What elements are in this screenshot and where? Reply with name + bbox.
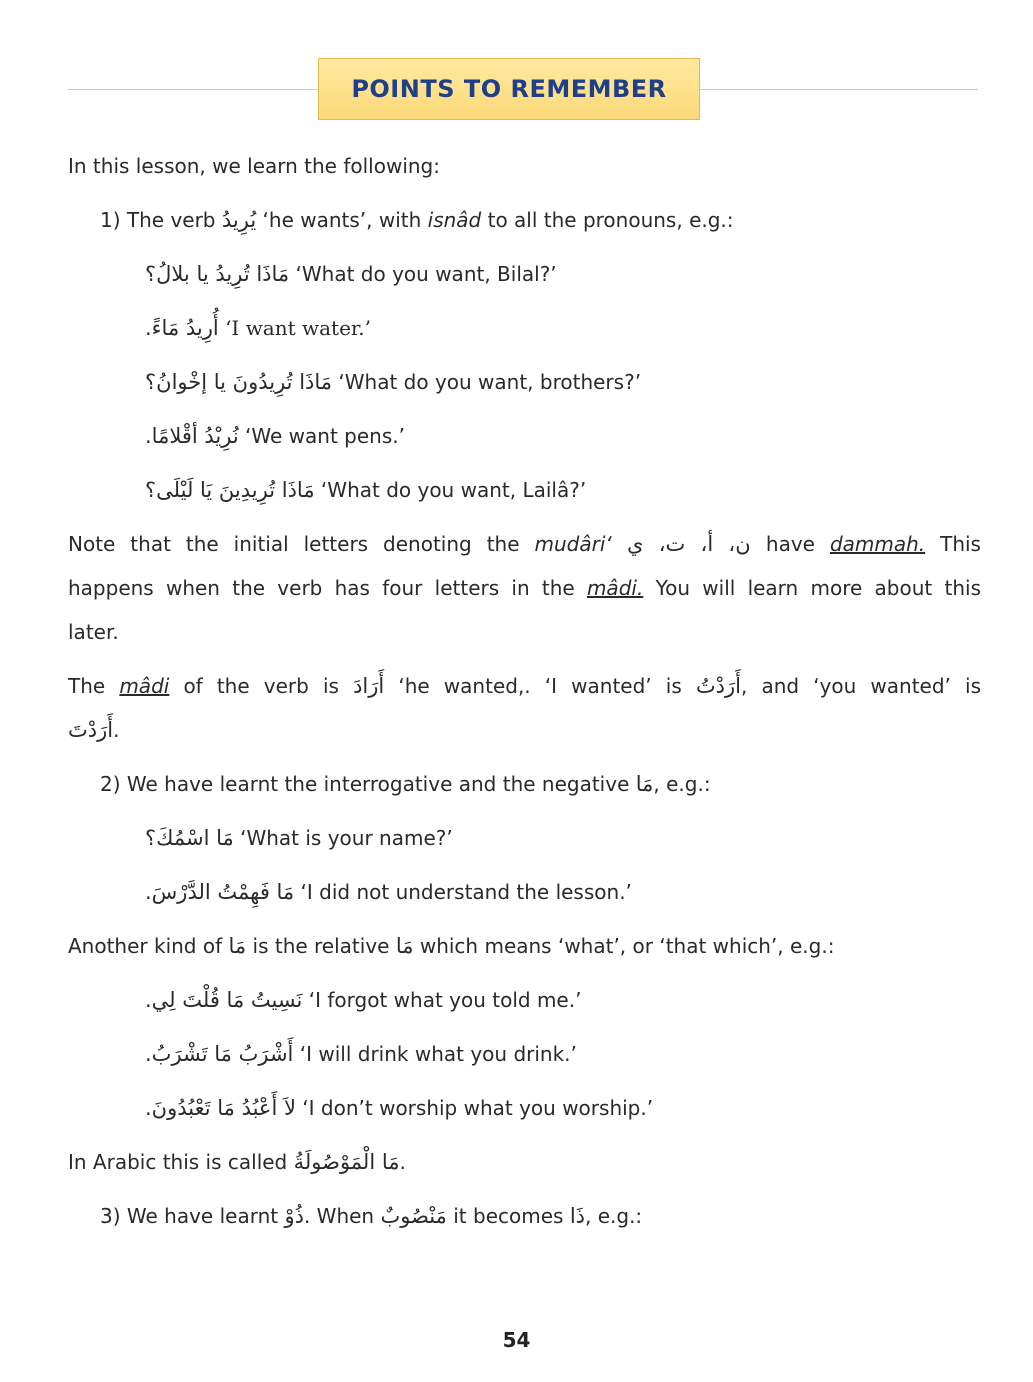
intro-text: In this lesson, we learn the following:	[68, 154, 440, 178]
madi-paragraph-line: The mâdi of the verb is أَرَادَ ‘he wanted,. ‘I wanted’ is أَرَدْتُ, and ‘you wanted’ is	[68, 674, 981, 698]
example-line	[145, 1040, 981, 1068]
example-line	[145, 986, 981, 1014]
english-translation: ‘I will drink what you drink.’	[293, 1042, 577, 1066]
arabic-example: نَسِيتُ مَا قُلْتَ لِي.	[145, 988, 303, 1012]
called-paragraph: In Arabic this is called مَا الْمَوْصُولَةُ.	[68, 1150, 406, 1174]
example-line	[145, 260, 981, 288]
note-paragraph-line: Note that the initial letters denoting the mudâri‘ ن، أ، ت، ي have dammah. This	[68, 532, 981, 556]
example-line	[145, 368, 981, 396]
arabic-example: مَا فَهِمْتُ الدَّرْسَ.	[145, 880, 295, 904]
arabic-example: مَا اسْمُكَ؟	[145, 826, 234, 850]
arabic-example: لاَ أَعْبُدُ مَا تَعْبُدُونَ.	[145, 1096, 296, 1120]
header-rule-right	[700, 89, 978, 90]
arabic-example: نُرِيْدُ أقْلامًا.	[145, 424, 239, 448]
arabic-example: مَاذَا تُرِيدِينَ يَا لَيْلَى؟	[145, 478, 315, 502]
example-line	[145, 476, 981, 504]
section-header	[68, 58, 978, 122]
english-translation: ‘I want water.’	[218, 316, 372, 340]
arabic-verb: يُرِيدُ	[221, 208, 257, 232]
section-title: POINTS TO REMEMBER	[351, 75, 667, 103]
english-translation: ‘What is your name?’	[233, 826, 453, 850]
madi-paragraph-line: أَرَدْتَ.	[68, 718, 120, 742]
header-rule-left	[68, 89, 318, 90]
example-line	[145, 314, 981, 342]
english-translation: ‘What do you want, Bilal?’	[289, 262, 557, 286]
english-translation: ‘I forgot what you told me.’	[302, 988, 582, 1012]
example-line	[145, 1094, 981, 1122]
example-line	[145, 878, 981, 906]
point-3: 3) We have learnt ذُوْ. When مَنْصُوبٌ it becomes ذَا, e.g.:	[100, 1204, 643, 1228]
arabic-example: مَاذَا تُرِيدُونَ يا إخْوانُ؟	[145, 370, 333, 394]
english-translation: ‘I don’t worship what you worship.’	[295, 1096, 654, 1120]
point-1: 1) The verb يُرِيدُ ‘he wants’, with isnâd to all the pronouns, e.g.:	[100, 208, 734, 232]
english-translation: ‘I did not understand the lesson.’	[294, 880, 632, 904]
term-isnad: isnâd	[427, 208, 482, 232]
english-translation: ‘What do you want, brothers?’	[332, 370, 642, 394]
arabic-example: مَاذَا تُرِيدُ يا بلالُ؟	[145, 262, 290, 286]
relative-paragraph: Another kind of مَا is the relative مَا which means ‘what’, or ‘that which’, e.g.:	[68, 934, 835, 958]
arabic-example: أَشْرَبُ مَا تَشْرَبُ.	[145, 1042, 294, 1066]
note-paragraph-line: later.	[68, 620, 119, 644]
arabic-example: أُرِيدُ مَاءً.	[145, 316, 219, 340]
page-number: 54	[502, 1328, 531, 1352]
example-line	[145, 422, 981, 450]
example-line	[145, 824, 981, 852]
note-paragraph-line: happens when the verb has four letters in the mâdi. You will learn more about this	[68, 576, 981, 600]
english-translation: ‘We want pens.’	[238, 424, 405, 448]
english-translation: ‘What do you want, Lailâ?’	[314, 478, 587, 502]
point-2: 2) We have learnt the interrogative and the negative مَا, e.g.:	[100, 772, 711, 796]
section-title-box	[318, 58, 700, 120]
